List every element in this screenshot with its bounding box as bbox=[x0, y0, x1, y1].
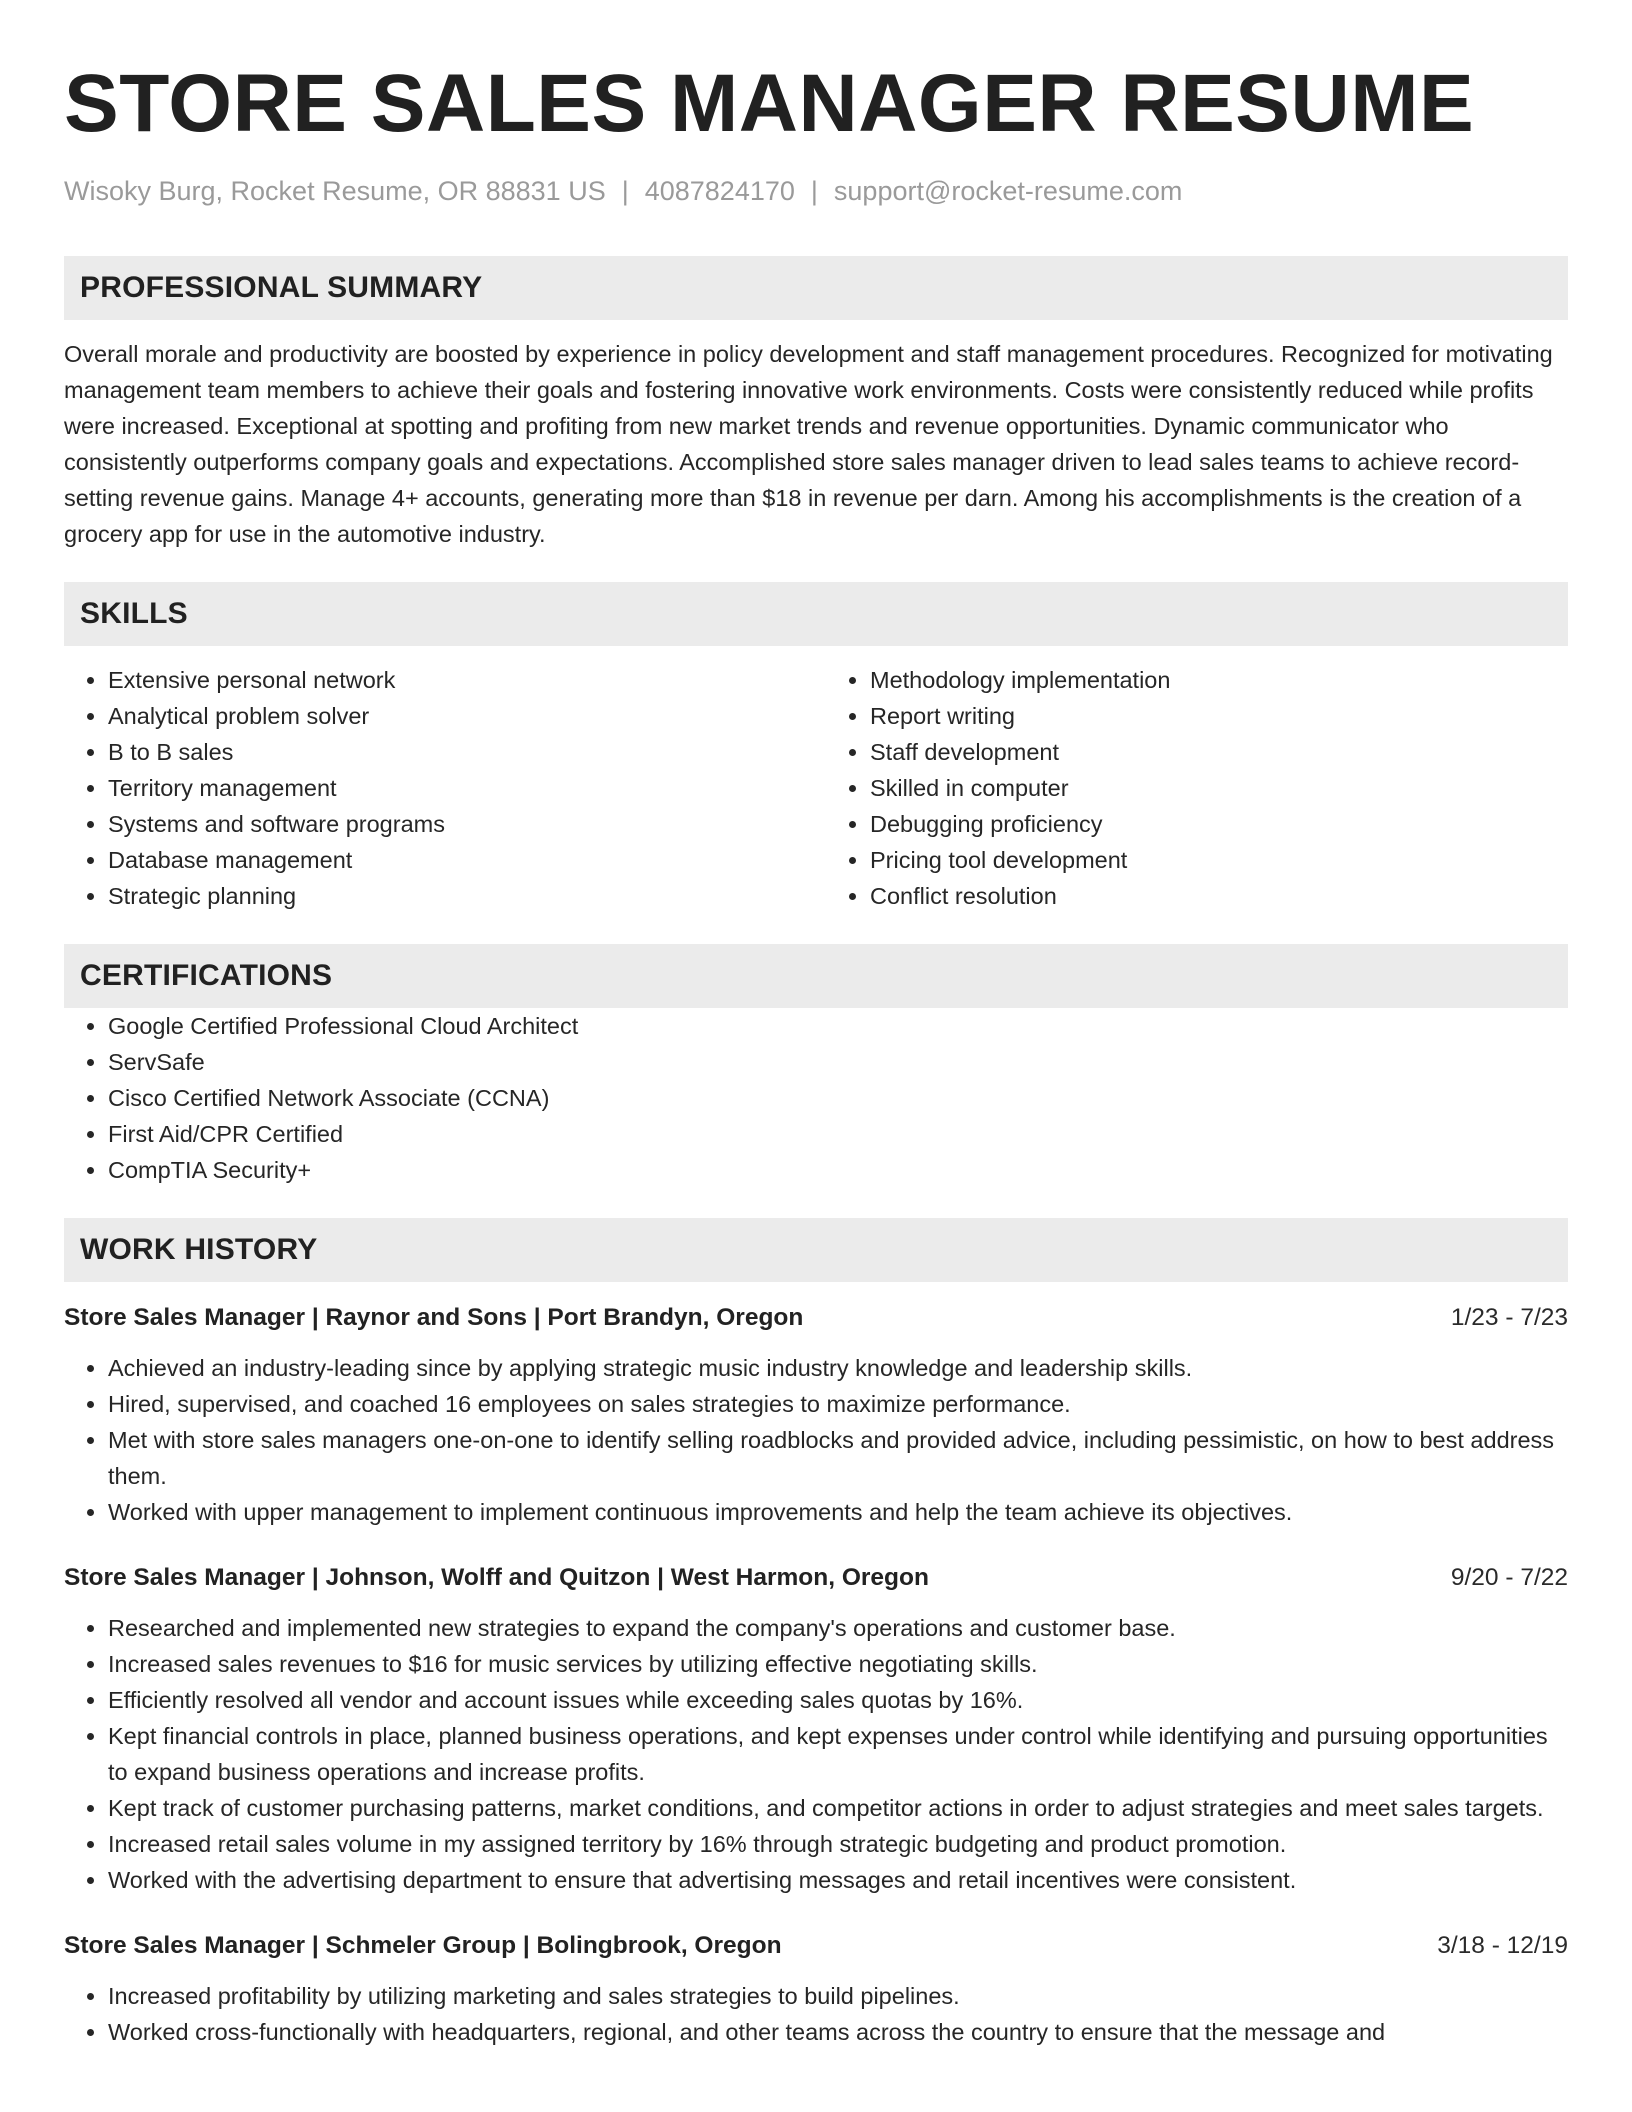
skill-item: • Pricing tool development bbox=[870, 842, 1568, 878]
job-entry bbox=[64, 1928, 1568, 2050]
skill-item: • B to B sales bbox=[108, 734, 806, 770]
contact-separator: | bbox=[621, 176, 629, 206]
skill-item: • Report writing bbox=[870, 698, 1568, 734]
job-bullet: • Researched and implemented new strategies to expand the company's operations and customer base. bbox=[108, 1610, 1568, 1646]
skills-list-left bbox=[64, 662, 806, 914]
certification-item: • CompTIA Security+ bbox=[108, 1152, 1568, 1188]
job-bullet: • Achieved an industry-leading since by applying strategic music industry knowledge and leadership skills. bbox=[108, 1350, 1568, 1386]
section-header bbox=[64, 944, 1568, 1008]
job-bullet: • Increased retail sales volume in my assigned territory by 16% through strategic budgeting and product promotion. bbox=[108, 1826, 1568, 1862]
contact-address: Wisoky Burg, Rocket Resume, OR 88831 US bbox=[64, 176, 606, 206]
job-bullet: • Worked cross-functionally with headquarters, regional, and other teams across the country to ensure that the message and bbox=[108, 2014, 1568, 2050]
certification-item: • Google Certified Professional Cloud Architect bbox=[108, 1008, 1568, 1044]
job-header bbox=[64, 1928, 1568, 1964]
work-history-section bbox=[64, 1218, 1568, 2050]
skill-item: • Staff development bbox=[870, 734, 1568, 770]
certification-item: • ServSafe bbox=[108, 1044, 1568, 1080]
skill-item: • Skilled in computer bbox=[870, 770, 1568, 806]
contact-email: support@rocket-resume.com bbox=[833, 176, 1183, 206]
professional-summary-section bbox=[64, 256, 1568, 552]
section-header bbox=[64, 582, 1568, 646]
job-entry bbox=[64, 1300, 1568, 1530]
job-title: Store Sales Manager | Schmeler Group | Bolingbrook, Oregon bbox=[64, 1932, 782, 1959]
job-header bbox=[64, 1560, 1568, 1596]
contact-line bbox=[64, 174, 1568, 208]
job-bullet: • Worked with upper management to implement continuous improvements and help the team achieve its objectives. bbox=[108, 1494, 1568, 1530]
job-dates: 9/20 - 7/22 bbox=[1450, 1564, 1568, 1591]
job-bullet: • Efficiently resolved all vendor and account issues while exceeding sales quotas by 16%. bbox=[108, 1682, 1568, 1718]
skills-list-right bbox=[826, 662, 1568, 914]
section-heading: WORK HISTORY bbox=[80, 1233, 318, 1266]
job-header bbox=[64, 1300, 1568, 1336]
section-header bbox=[64, 1218, 1568, 1282]
job-bullet: • Met with store sales managers one-on-one to identify selling roadblocks and provided advice, including pessimistic, on how to best address them. bbox=[108, 1422, 1568, 1494]
resume-page bbox=[64, 0, 1568, 2050]
job-bullet: • Kept financial controls in place, planned business operations, and kept expenses under control while identifying and pursuing opportunities to expand business operations and increase profits. bbox=[108, 1718, 1568, 1790]
job-bullet: • Hired, supervised, and coached 16 employees on sales strategies to maximize performance. bbox=[108, 1386, 1568, 1422]
skill-item: • Systems and software programs bbox=[108, 806, 806, 842]
section-heading: CERTIFICATIONS bbox=[80, 959, 333, 992]
certification-item: • Cisco Certified Network Associate (CCNA) bbox=[108, 1080, 1568, 1116]
job-bullets bbox=[64, 1350, 1568, 1530]
skill-item: • Methodology implementation bbox=[870, 662, 1568, 698]
certification-item: • First Aid/CPR Certified bbox=[108, 1116, 1568, 1152]
certifications-section bbox=[64, 944, 1568, 1188]
job-bullets bbox=[64, 1610, 1568, 1898]
skill-item: • Conflict resolution bbox=[870, 878, 1568, 914]
job-title: Store Sales Manager | Johnson, Wolff and Quitzon | West Harmon, Oregon bbox=[64, 1564, 929, 1591]
section-heading: PROFESSIONAL SUMMARY bbox=[80, 271, 483, 304]
job-bullet: • Increased sales revenues to $16 for music services by utilizing effective negotiating skills. bbox=[108, 1646, 1568, 1682]
job-dates: 3/18 - 12/19 bbox=[1437, 1932, 1568, 1959]
skill-item: • Extensive personal network bbox=[108, 662, 806, 698]
skill-item: • Territory management bbox=[108, 770, 806, 806]
section-header bbox=[64, 256, 1568, 320]
resume-title: STORE SALES MANAGER RESUME bbox=[64, 58, 1475, 149]
skill-item: • Debugging proficiency bbox=[870, 806, 1568, 842]
skill-item: • Analytical problem solver bbox=[108, 698, 806, 734]
job-bullet: • Worked with the advertising department to ensure that advertising messages and retail incentives were consistent. bbox=[108, 1862, 1568, 1898]
skill-item: • Database management bbox=[108, 842, 806, 878]
job-bullet: • Kept track of customer purchasing patterns, market conditions, and competitor actions in order to adjust strategies and meet sales targets. bbox=[108, 1790, 1568, 1826]
job-title: Store Sales Manager | Raynor and Sons | Port Brandyn, Oregon bbox=[64, 1304, 804, 1331]
contact-phone: 4087824170 bbox=[644, 176, 795, 206]
contact-separator: | bbox=[810, 176, 818, 206]
certifications-list bbox=[64, 1008, 1568, 1188]
section-heading: SKILLS bbox=[80, 597, 188, 630]
skills-section bbox=[64, 582, 1568, 914]
job-bullets bbox=[64, 1978, 1568, 2050]
job-entry bbox=[64, 1560, 1568, 1898]
skill-item: • Strategic planning bbox=[108, 878, 806, 914]
job-bullet: • Increased profitability by utilizing marketing and sales strategies to build pipelines. bbox=[108, 1978, 1568, 2014]
skills-grid bbox=[64, 662, 1568, 914]
summary-text: Overall morale and productivity are boosted by experience in policy development and staff management procedures. Recognized for motivating management team members to achieve their goals and fostering innovative work environments. Costs were consistently reduced while profits were increased. Exceptional at spotting and profiting from new market trends and revenue opportunities. Dynamic communicator who consistently outperforms company goals and expectations. Accomplished store sales manager driven to lead sales teams to achieve record-setting revenue gains. Manage 4+ accounts, generating more than $18 in revenue per darn. Among his accomplishments is the creation of a grocery app for use in the automotive industry. bbox=[64, 341, 1553, 547]
job-dates: 1/23 - 7/23 bbox=[1450, 1304, 1568, 1331]
